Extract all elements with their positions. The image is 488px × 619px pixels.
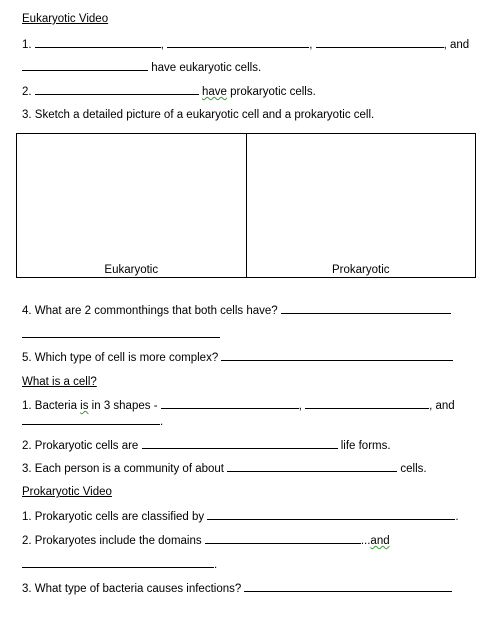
question-text: in 3 shapes - <box>88 400 161 412</box>
question-text: 4. What are 2 commonthings that both cells have? <box>22 305 278 317</box>
answer-blank[interactable] <box>22 60 148 71</box>
question-domains-continued <box>22 557 217 572</box>
question-2 <box>22 84 316 99</box>
question-number: 2. <box>22 86 32 98</box>
question-number: 1. <box>22 39 32 51</box>
question-text: prokaryotic cells. <box>226 86 316 98</box>
question-5 <box>22 350 453 365</box>
question-text: 5. Which type of cell is more complex? <box>22 352 219 364</box>
question-3: 3. Sketch a detailed picture of a eukaryotic cell and a prokaryotic cell. <box>22 109 375 121</box>
question-text: cells. <box>397 463 427 475</box>
question-domains <box>22 533 390 548</box>
question-1 <box>22 37 469 52</box>
section-title-what-is-a-cell: What is a cell? <box>22 376 97 388</box>
answer-blank[interactable] <box>207 509 455 520</box>
answer-blank[interactable] <box>35 37 161 48</box>
answer-blank[interactable] <box>22 327 220 338</box>
question-text: 3. What type of bacteria causes infections? <box>22 583 242 595</box>
answer-blank[interactable] <box>244 581 452 592</box>
question-classified-by <box>22 509 459 524</box>
section-title-eukaryotic-video: Eukaryotic Video <box>22 13 109 25</box>
question-4-continued <box>22 327 220 342</box>
separator: , <box>160 39 164 51</box>
answer-blank[interactable] <box>161 398 299 409</box>
separator: , <box>309 39 313 51</box>
question-text: is <box>80 400 89 412</box>
question-bacteria-shapes-continued <box>22 414 163 429</box>
sketch-table <box>16 133 476 278</box>
conjunction: , and <box>429 400 455 412</box>
period: . <box>455 511 459 523</box>
ellipsis: ... <box>360 535 371 547</box>
section-title-prokaryotic-video: Prokaryotic Video <box>22 486 112 498</box>
sketch-box-prokaryotic[interactable] <box>246 134 476 277</box>
question-text: 2. Prokaryotes include the domains <box>22 535 205 547</box>
question-text: 1. Prokaryotic cells are classified by <box>22 511 208 523</box>
question-1-continued <box>22 60 261 75</box>
sketch-label-prokaryotic: Prokaryotic <box>331 264 390 276</box>
question-prokaryotic-life-forms <box>22 438 391 453</box>
question-text: life forms. <box>337 440 391 452</box>
conjunction: , and <box>443 39 470 51</box>
answer-blank[interactable] <box>221 350 453 361</box>
question-text: have <box>202 86 227 98</box>
question-community-cells <box>22 461 427 476</box>
question-text: 1. Bacteria <box>22 400 81 412</box>
question-text: have eukaryotic cells. <box>148 62 262 74</box>
answer-blank[interactable] <box>305 398 429 409</box>
question-text: 3. Each person is a community of about <box>22 463 228 475</box>
question-text: 2. Prokaryotic cells are <box>22 440 142 452</box>
answer-blank[interactable] <box>205 533 361 544</box>
separator: , <box>298 400 302 412</box>
question-bacteria-shapes <box>22 398 455 413</box>
answer-blank[interactable] <box>316 37 444 48</box>
sketch-label-eukaryotic: Eukaryotic <box>104 264 159 276</box>
period: . <box>214 559 218 571</box>
answer-blank[interactable] <box>35 84 199 95</box>
answer-blank[interactable] <box>167 37 309 48</box>
question-infections <box>22 581 452 596</box>
question-4 <box>22 303 451 318</box>
conjunction: and <box>370 535 390 547</box>
period: . <box>160 416 164 428</box>
answer-blank[interactable] <box>281 303 451 314</box>
sketch-box-eukaryotic[interactable] <box>17 134 246 277</box>
answer-blank[interactable] <box>22 557 214 568</box>
answer-blank[interactable] <box>227 461 397 472</box>
answer-blank[interactable] <box>142 438 338 449</box>
answer-blank[interactable] <box>22 414 160 425</box>
